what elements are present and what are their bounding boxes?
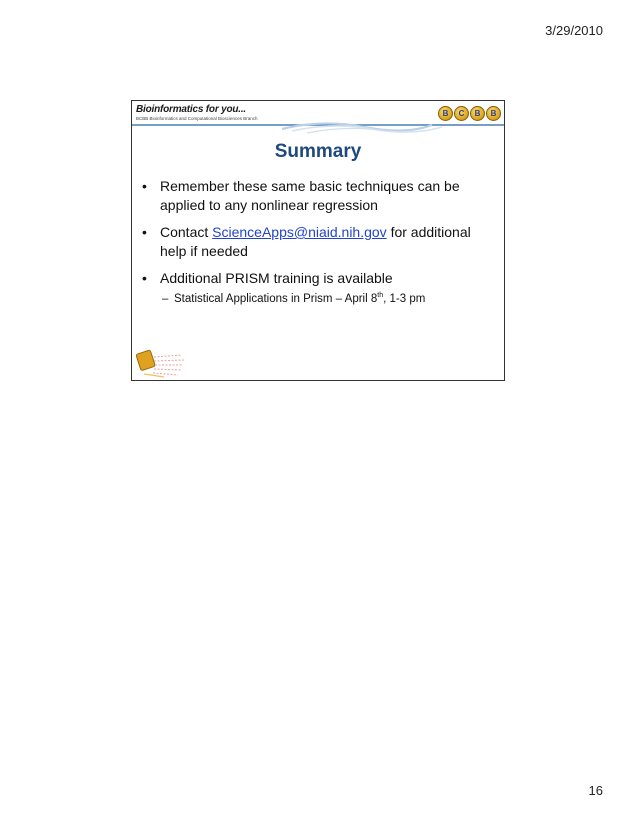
brand-title: Bioinformatics for you... bbox=[136, 104, 247, 115]
logo-letter-2: C bbox=[454, 106, 469, 121]
bullet-list bbox=[140, 177, 492, 307]
logo-letter-1: B bbox=[438, 106, 453, 121]
page-date: 3/29/2010 bbox=[545, 23, 603, 38]
sub-bullet-item bbox=[140, 292, 492, 307]
bullet-item bbox=[140, 177, 492, 215]
slide-title: Summary bbox=[274, 141, 362, 162]
logo-letter-3: B bbox=[470, 106, 485, 121]
slide-frame bbox=[131, 100, 505, 381]
bullet-prefix: Contact bbox=[160, 224, 213, 240]
page-number: 16 bbox=[588, 783, 603, 798]
brand-subtitle: BCBB Bioinformatics and Computational Biosciences Branch bbox=[136, 116, 258, 121]
logo-letter-4: B bbox=[486, 106, 501, 121]
ordinal-superscript: th bbox=[377, 292, 384, 300]
sub-bullet-text: Statistical Applications in Prism – April 8 bbox=[174, 293, 378, 305]
bullet-text: Remember these same basic techniques can be applied to any nonlinear regression bbox=[160, 178, 460, 213]
dash-marker: – bbox=[162, 293, 169, 305]
bullet-item bbox=[140, 269, 492, 288]
sub-bullet-time: , 1-3 pm bbox=[383, 293, 426, 305]
bullet-suffix: for additional help if needed bbox=[160, 224, 471, 259]
corner-graphic bbox=[134, 348, 186, 378]
email-link[interactable]: ScienceApps@niaid.nih.gov bbox=[212, 224, 387, 240]
bullet-text: Additional PRISM training is available bbox=[160, 270, 393, 286]
bullet-item bbox=[140, 223, 492, 261]
bcbb-logo bbox=[438, 106, 501, 121]
